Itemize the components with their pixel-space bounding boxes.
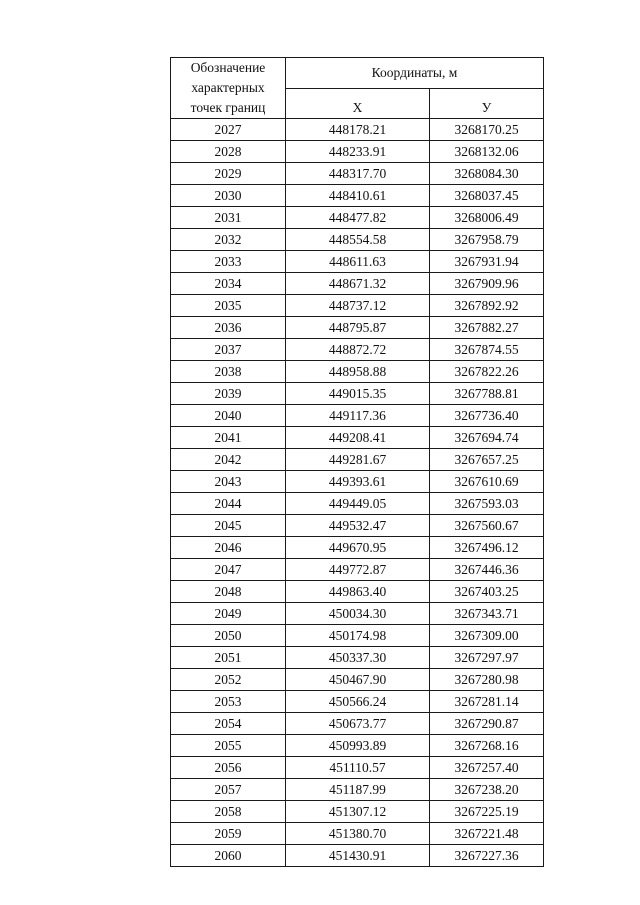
- designation-header: [171, 58, 286, 119]
- table-row: [171, 427, 544, 449]
- table-row: [171, 317, 544, 339]
- designation-header-line: Обозначение: [190, 60, 266, 75]
- y-coordinate-cell: 3267958.79: [430, 229, 544, 251]
- x-coordinate-cell: 451430.91: [286, 845, 430, 867]
- table-row: [171, 471, 544, 493]
- table-row: [171, 163, 544, 185]
- point-number-cell: 2039: [171, 383, 286, 405]
- x-coordinate-cell: 448317.70: [286, 163, 430, 185]
- point-number-cell: 2032: [171, 229, 286, 251]
- table-row: [171, 647, 544, 669]
- y-coordinate-cell: 3267560.67: [430, 515, 544, 537]
- point-number-cell: 2034: [171, 273, 286, 295]
- y-coordinate-cell: 3267225.19: [430, 801, 544, 823]
- table-row: [171, 537, 544, 559]
- y-coordinate-cell: 3267290.87: [430, 713, 544, 735]
- point-number-cell: 2029: [171, 163, 286, 185]
- point-number-cell: 2043: [171, 471, 286, 493]
- table-row: [171, 603, 544, 625]
- x-coordinate-cell: 449772.87: [286, 559, 430, 581]
- point-number-cell: 2040: [171, 405, 286, 427]
- x-coordinate-cell: 450174.98: [286, 625, 430, 647]
- point-number-cell: 2056: [171, 757, 286, 779]
- point-number-cell: 2036: [171, 317, 286, 339]
- table-row: [171, 361, 544, 383]
- x-coordinate-cell: 449393.61: [286, 471, 430, 493]
- x-coordinate-cell: 449015.35: [286, 383, 430, 405]
- y-coordinate-cell: 3267788.81: [430, 383, 544, 405]
- y-coordinate-cell: 3267343.71: [430, 603, 544, 625]
- y-coordinate-cell: 3267221.48: [430, 823, 544, 845]
- table-row: [171, 141, 544, 163]
- point-number-cell: 2051: [171, 647, 286, 669]
- table-row: [171, 845, 544, 867]
- designation-header-line: характерных: [191, 80, 265, 95]
- point-number-cell: 2044: [171, 493, 286, 515]
- y-coordinate-cell: 3267238.20: [430, 779, 544, 801]
- y-coordinate-cell: 3267446.36: [430, 559, 544, 581]
- table-row: [171, 515, 544, 537]
- y-coordinate-cell: 3267610.69: [430, 471, 544, 493]
- table-row: [171, 383, 544, 405]
- y-coordinate-cell: 3267931.94: [430, 251, 544, 273]
- point-number-cell: 2054: [171, 713, 286, 735]
- x-coordinate-cell: 450034.30: [286, 603, 430, 625]
- x-coordinate-cell: 449670.95: [286, 537, 430, 559]
- x-coordinate-cell: 449117.36: [286, 405, 430, 427]
- point-number-cell: 2055: [171, 735, 286, 757]
- table-row: [171, 625, 544, 647]
- point-number-cell: 2058: [171, 801, 286, 823]
- x-coordinate-cell: 448410.61: [286, 185, 430, 207]
- y-coordinate-cell: 3267257.40: [430, 757, 544, 779]
- x-coordinate-cell: 448477.82: [286, 207, 430, 229]
- point-number-cell: 2037: [171, 339, 286, 361]
- table-row: [171, 273, 544, 295]
- x-coordinate-cell: 448554.58: [286, 229, 430, 251]
- x-coordinate-cell: 448233.91: [286, 141, 430, 163]
- x-coordinate-cell: 450467.90: [286, 669, 430, 691]
- y-coordinate-cell: 3267874.55: [430, 339, 544, 361]
- point-number-cell: 2052: [171, 669, 286, 691]
- y-coordinate-cell: 3267657.25: [430, 449, 544, 471]
- y-coordinate-cell: 3267822.26: [430, 361, 544, 383]
- point-number-cell: 2050: [171, 625, 286, 647]
- point-number-cell: 2033: [171, 251, 286, 273]
- y-coordinate-cell: 3267297.97: [430, 647, 544, 669]
- point-number-cell: 2041: [171, 427, 286, 449]
- y-coordinate-cell: 3267403.25: [430, 581, 544, 603]
- table-row: [171, 713, 544, 735]
- point-number-cell: 2059: [171, 823, 286, 845]
- y-coordinate-cell: 3267268.16: [430, 735, 544, 757]
- boundary-points-table: [170, 57, 544, 867]
- y-coordinate-cell: 3267593.03: [430, 493, 544, 515]
- y-coordinate-cell: 3267281.14: [430, 691, 544, 713]
- table-row: [171, 735, 544, 757]
- point-number-cell: 2045: [171, 515, 286, 537]
- table-row: [171, 119, 544, 141]
- point-number-cell: 2038: [171, 361, 286, 383]
- table-row: [171, 251, 544, 273]
- y-coordinate-cell: 3267892.92: [430, 295, 544, 317]
- x-coordinate-cell: 450566.24: [286, 691, 430, 713]
- point-number-cell: 2047: [171, 559, 286, 581]
- x-coordinate-cell: 448958.88: [286, 361, 430, 383]
- y-coordinate-cell: 3267496.12: [430, 537, 544, 559]
- table-row: [171, 207, 544, 229]
- point-number-cell: 2031: [171, 207, 286, 229]
- point-number-cell: 2027: [171, 119, 286, 141]
- x-coordinate-cell: 448611.63: [286, 251, 430, 273]
- x-coordinate-cell: 449449.05: [286, 493, 430, 515]
- table-row: [171, 295, 544, 317]
- table-row: [171, 581, 544, 603]
- x-coordinate-cell: 448671.32: [286, 273, 430, 295]
- y-coordinate-cell: 3268132.06: [430, 141, 544, 163]
- x-coordinate-cell: 451187.99: [286, 779, 430, 801]
- point-number-cell: 2053: [171, 691, 286, 713]
- x-coordinate-cell: 449281.67: [286, 449, 430, 471]
- x-coordinate-cell: 450337.30: [286, 647, 430, 669]
- table-row: [171, 229, 544, 251]
- point-number-cell: 2049: [171, 603, 286, 625]
- table-row: [171, 757, 544, 779]
- x-coordinate-cell: 450673.77: [286, 713, 430, 735]
- x-coordinate-cell: 449532.47: [286, 515, 430, 537]
- y-coordinate-cell: 3267882.27: [430, 317, 544, 339]
- coordinates-header: Координаты, м: [286, 58, 544, 89]
- x-coordinate-cell: 449208.41: [286, 427, 430, 449]
- designation-header-line: точек границ: [190, 100, 266, 115]
- y-coordinate-cell: 3267227.36: [430, 845, 544, 867]
- y-coordinate-cell: 3268006.49: [430, 207, 544, 229]
- table-row: [171, 669, 544, 691]
- point-number-cell: 2030: [171, 185, 286, 207]
- y-coordinate-cell: 3268170.25: [430, 119, 544, 141]
- y-coordinate-cell: 3267909.96: [430, 273, 544, 295]
- x-coordinate-cell: 451380.70: [286, 823, 430, 845]
- x-column-header: X: [286, 88, 430, 119]
- table-row: [171, 779, 544, 801]
- table-header: [171, 58, 544, 119]
- x-coordinate-cell: 448178.21: [286, 119, 430, 141]
- y-coordinate-cell: 3268037.45: [430, 185, 544, 207]
- point-number-cell: 2048: [171, 581, 286, 603]
- y-coordinate-cell: 3267280.98: [430, 669, 544, 691]
- y-coordinate-cell: 3267309.00: [430, 625, 544, 647]
- table-row: [171, 339, 544, 361]
- table-row: [171, 405, 544, 427]
- table-row: [171, 493, 544, 515]
- point-number-cell: 2046: [171, 537, 286, 559]
- x-coordinate-cell: 448872.72: [286, 339, 430, 361]
- table-row: [171, 801, 544, 823]
- table-row: [171, 823, 544, 845]
- table-row: [171, 449, 544, 471]
- table-row: [171, 691, 544, 713]
- y-coordinate-cell: 3268084.30: [430, 163, 544, 185]
- x-coordinate-cell: 451307.12: [286, 801, 430, 823]
- table-row: [171, 559, 544, 581]
- y-coordinate-cell: 3267736.40: [430, 405, 544, 427]
- point-number-cell: 2028: [171, 141, 286, 163]
- x-coordinate-cell: 448795.87: [286, 317, 430, 339]
- x-coordinate-cell: 449863.40: [286, 581, 430, 603]
- point-number-cell: 2042: [171, 449, 286, 471]
- x-coordinate-cell: 450993.89: [286, 735, 430, 757]
- table-row: [171, 185, 544, 207]
- point-number-cell: 2060: [171, 845, 286, 867]
- x-coordinate-cell: 448737.12: [286, 295, 430, 317]
- x-coordinate-cell: 451110.57: [286, 757, 430, 779]
- point-number-cell: 2035: [171, 295, 286, 317]
- y-column-header: У: [430, 88, 544, 119]
- point-number-cell: 2057: [171, 779, 286, 801]
- y-coordinate-cell: 3267694.74: [430, 427, 544, 449]
- table-body: [171, 119, 544, 867]
